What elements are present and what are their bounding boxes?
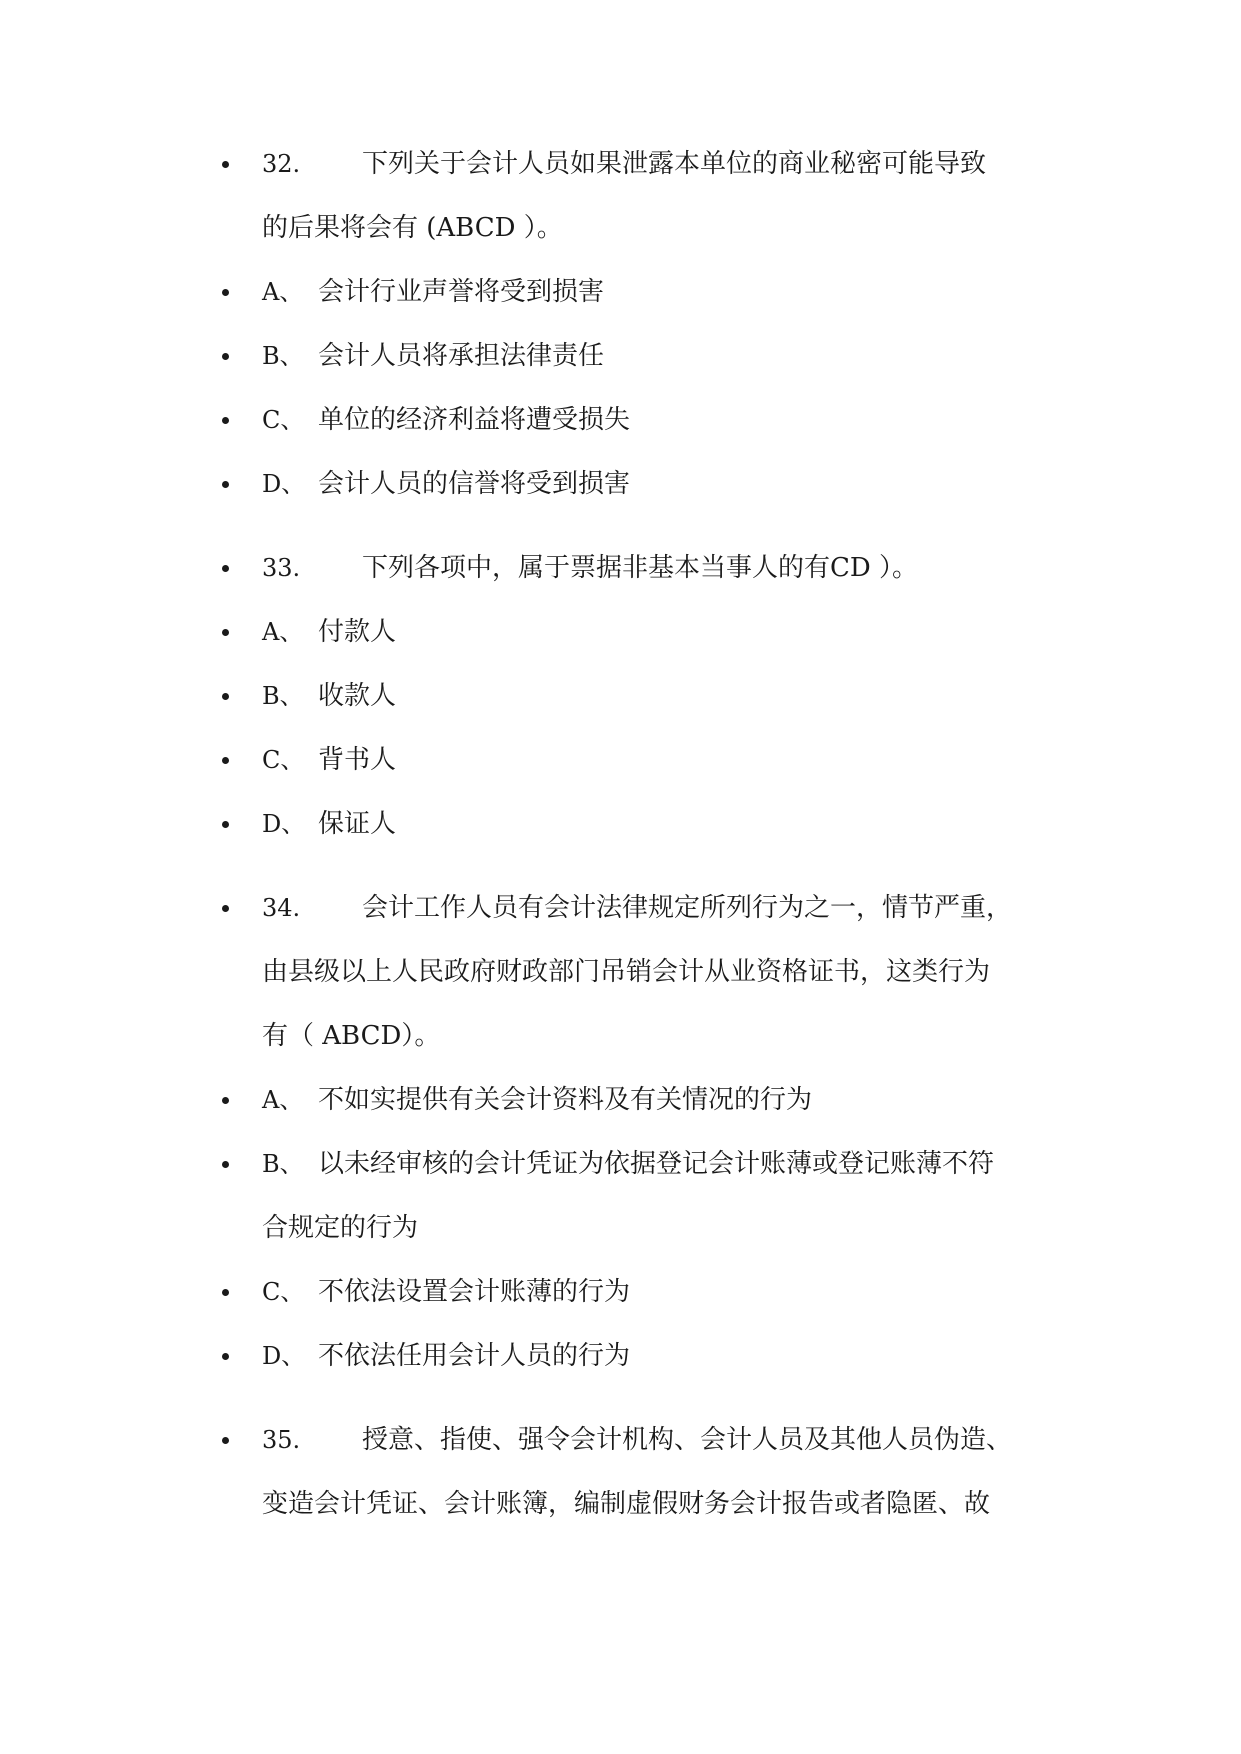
- option-text: 会计人员将承担法律责任: [318, 341, 605, 371]
- option-letter: D、: [262, 810, 306, 838]
- option-text: 保证人: [318, 809, 397, 839]
- bullet-icon: [222, 417, 229, 424]
- option-row: [0, 612, 1241, 652]
- option-letter: D、: [262, 1342, 306, 1370]
- option-text: 不依法设置会计账薄的行为: [318, 1277, 631, 1307]
- option-row: [0, 336, 1241, 376]
- question-number: 33.: [262, 554, 301, 582]
- bullet-icon: [222, 353, 229, 360]
- option-text: 不依法任用会计人员的行为: [318, 1341, 631, 1371]
- bullet-icon: [222, 1353, 229, 1360]
- question-row: [0, 1420, 1241, 1460]
- question-text: 有（ ABCD）。: [262, 1021, 441, 1051]
- bullet-icon: [222, 905, 229, 912]
- option-letter: B、: [262, 1150, 304, 1178]
- bullet-icon: [222, 1289, 229, 1296]
- option-letter: C、: [262, 406, 305, 434]
- option-text: 不如实提供有关会计资料及有关情况的行为: [318, 1085, 813, 1115]
- question-continuation-row: [0, 1484, 1241, 1524]
- option-text: 收款人: [318, 681, 397, 711]
- option-text: 会计行业声誉将受到损害: [318, 277, 605, 307]
- bullet-icon: [222, 693, 229, 700]
- option-row: [0, 400, 1241, 440]
- option-text: 会计人员的信誉将受到损害: [318, 469, 631, 499]
- option-continuation-row: [0, 1208, 1241, 1248]
- option-letter: B、: [262, 682, 304, 710]
- question-text: 授意、指使、强令会计机构、会计人员及其他人员伪造、: [362, 1425, 1013, 1455]
- option-text: 背书人: [318, 745, 397, 775]
- question-text: 下列各项中，属于票据非基本当事人的有CD ）。: [362, 553, 919, 583]
- option-text: 付款人: [318, 617, 397, 647]
- question-continuation-row: [0, 1016, 1241, 1056]
- bullet-icon: [222, 629, 229, 636]
- question-continuation-row: [0, 208, 1241, 248]
- option-letter: C、: [262, 1278, 305, 1306]
- option-row: [0, 1272, 1241, 1312]
- question-text: 下列关于会计人员如果泄露本单位的商业秘密可能导致: [362, 149, 987, 179]
- option-letter: B、: [262, 342, 304, 370]
- option-letter: A、: [262, 1086, 304, 1114]
- option-row: [0, 1336, 1241, 1376]
- question-number: 34.: [262, 894, 301, 922]
- bullet-icon: [222, 1161, 229, 1168]
- bullet-icon: [222, 821, 229, 828]
- question-row: [0, 888, 1241, 928]
- bullet-icon: [222, 565, 229, 572]
- option-row: [0, 676, 1241, 716]
- question-number: 35.: [262, 1426, 301, 1454]
- option-text: 以未经审核的会计凭证为依据登记会计账薄或登记账薄不符: [318, 1149, 995, 1179]
- option-text: 单位的经济利益将遭受损失: [318, 405, 631, 435]
- option-text: 合规定的行为: [262, 1213, 419, 1243]
- bullet-icon: [222, 481, 229, 488]
- option-letter: D、: [262, 470, 306, 498]
- option-row: [0, 1144, 1241, 1184]
- question-number: 32.: [262, 150, 301, 178]
- bullet-icon: [222, 757, 229, 764]
- question-text: 变造会计凭证、会计账簿，编制虚假财务会计报告或者隐匿、故: [262, 1489, 991, 1519]
- bullet-icon: [222, 1097, 229, 1104]
- option-letter: C、: [262, 746, 305, 774]
- question-continuation-row: [0, 952, 1241, 992]
- option-row: [0, 804, 1241, 844]
- question-row: [0, 548, 1241, 588]
- bullet-icon: [222, 289, 229, 296]
- option-row: [0, 272, 1241, 312]
- bullet-icon: [222, 161, 229, 168]
- question-row: [0, 144, 1241, 184]
- bullet-icon: [222, 1437, 229, 1444]
- option-row: [0, 464, 1241, 504]
- question-text: 的后果将会有 (ABCD ）。: [262, 213, 563, 243]
- question-text: 会计工作人员有会计法律规定所列行为之一，情节严重，: [362, 893, 1013, 923]
- question-text: 由县级以上人民政府财政部门吊销会计从业资格证书，这类行为: [262, 957, 991, 987]
- option-row: [0, 1080, 1241, 1120]
- option-row: [0, 740, 1241, 780]
- option-letter: A、: [262, 618, 304, 646]
- option-letter: A、: [262, 278, 304, 306]
